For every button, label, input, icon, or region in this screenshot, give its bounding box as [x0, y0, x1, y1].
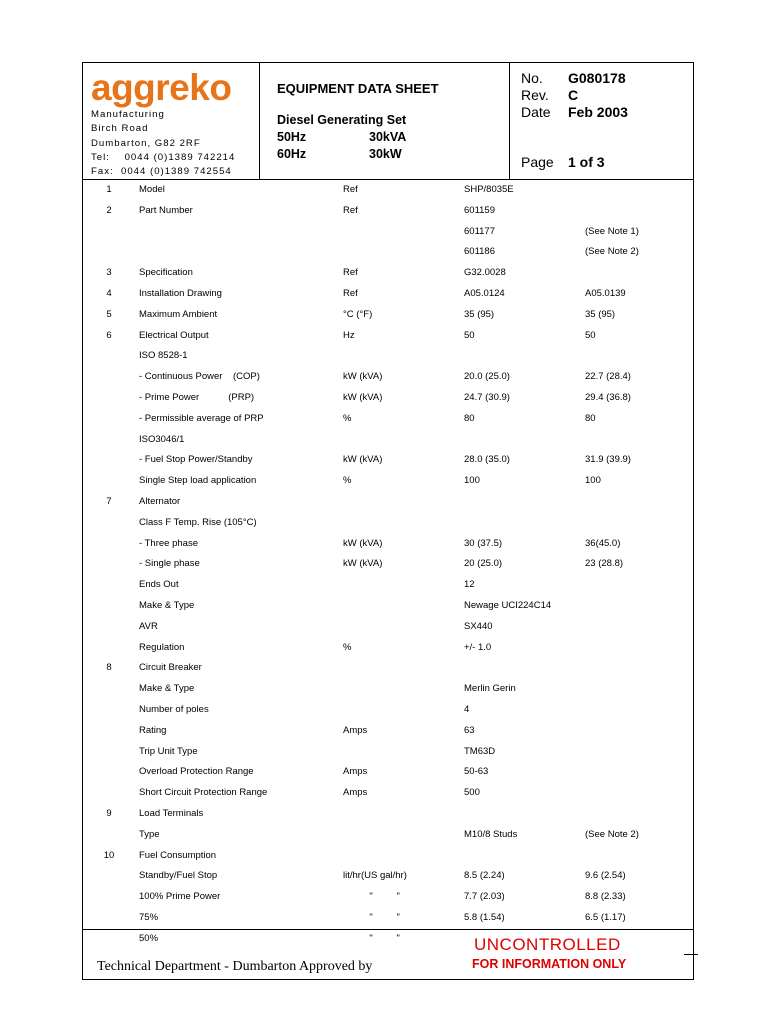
row-value-50hz: +/- 1.0 — [464, 641, 492, 653]
table-row — [83, 392, 693, 412]
table-row — [83, 309, 693, 329]
stamp-rule — [684, 954, 698, 955]
table-row — [83, 205, 693, 225]
table-row — [83, 683, 693, 703]
document-subtitle: Diesel Generating Set — [277, 113, 407, 127]
row-value-50hz: 8.5 (2.24) — [464, 870, 505, 882]
row-unit: % — [343, 412, 352, 424]
row-description: Make & Type — [139, 683, 195, 695]
row-number: 9 — [106, 808, 112, 819]
table-row — [83, 267, 693, 287]
row-value-60hz: 29.4 (36.8) — [585, 392, 631, 403]
row-description: 75% — [139, 912, 159, 923]
row-value-60hz: 31.9 (39.9) — [585, 454, 631, 466]
row-value-50hz: 601186 — [464, 246, 495, 258]
row-number: 5 — [106, 308, 112, 320]
row-value-50hz: Merlin Gerin — [464, 683, 516, 695]
row-number: 3 — [106, 267, 112, 279]
table-row — [83, 808, 693, 828]
row-description: Trip Unit Type — [139, 745, 198, 757]
row-description: - Continuous Power (COP) — [139, 371, 260, 383]
row-description: Rating — [139, 724, 167, 736]
approval-text: Technical Department - Dumbarton Approved by — [97, 959, 373, 974]
address-line: Manufacturing — [91, 109, 165, 120]
row-value-50hz: 12 — [464, 579, 475, 591]
date-label: Date — [521, 104, 551, 120]
page-label: Page — [521, 154, 554, 170]
row-description: 100% Prime Power — [139, 891, 221, 903]
table-row — [83, 496, 693, 516]
fax-line: Fax: 0044 (0)1389 742554 — [91, 166, 232, 178]
row-number: 6 — [106, 329, 112, 341]
row-number: 8 — [106, 662, 112, 674]
row-value-50hz: 28.0 (35.0) — [464, 454, 510, 466]
rating-frequency: 50Hz — [277, 130, 307, 144]
table-row — [83, 434, 693, 454]
row-value-50hz: 100 — [464, 475, 480, 487]
row-value-60hz: 9.6 (2.54) — [585, 870, 626, 882]
row-unit: " " — [343, 932, 400, 944]
row-description: - Single phase — [139, 558, 200, 570]
row-unit: Amps — [343, 724, 368, 736]
rating-power: 30kVA — [369, 130, 407, 144]
row-description: Short Circuit Protection Range — [139, 787, 268, 799]
row-description: Type — [139, 828, 160, 840]
row-value-50hz: 35 (95) — [464, 308, 495, 320]
row-value-50hz: A05.0124 — [464, 288, 505, 299]
row-description: Electrical Output — [139, 329, 209, 341]
row-description: Single Step load application — [139, 475, 257, 487]
row-description: Standby/Fuel Stop — [139, 870, 218, 882]
doc-number-label: No. — [521, 70, 543, 86]
row-unit: Amps — [343, 766, 368, 778]
row-number: 4 — [106, 288, 112, 299]
row-description: Model — [139, 184, 165, 195]
row-value-60hz: (See Note 1) — [585, 225, 639, 237]
row-unit: Hz — [343, 329, 355, 341]
row-value-50hz: Newage UCI224C14 — [464, 600, 552, 611]
table-row — [83, 226, 693, 246]
row-unit: Ref — [343, 288, 358, 299]
data-sheet — [82, 62, 694, 980]
row-value-50hz: 4 — [464, 704, 470, 715]
row-description: Load Terminals — [139, 808, 204, 819]
page-value: 1 of 3 — [568, 154, 605, 170]
row-description: Installation Drawing — [139, 288, 222, 299]
row-description: ISO 8528-1 — [139, 350, 188, 362]
header — [83, 63, 693, 180]
row-description: Regulation — [139, 641, 185, 653]
row-description: AVR — [139, 620, 158, 632]
revision-value: C — [568, 87, 579, 103]
table-row — [83, 746, 693, 766]
row-description: - Prime Power (PRP) — [139, 392, 255, 403]
table-row — [83, 288, 693, 308]
row-value-50hz: 500 — [464, 787, 480, 799]
row-value-50hz: 5.8 (1.54) — [464, 912, 505, 923]
row-value-50hz: M10/8 Studs — [464, 828, 518, 840]
table-row — [83, 184, 693, 204]
rating-power: 30kW — [369, 147, 402, 161]
table-row — [83, 891, 693, 911]
row-description: Ends Out — [139, 579, 179, 591]
row-value-60hz: 36(45.0) — [585, 537, 621, 549]
table-row — [83, 517, 693, 537]
row-unit: Amps — [343, 787, 368, 799]
table-row — [83, 870, 693, 890]
row-value-50hz: 601177 — [464, 225, 495, 237]
row-unit: kW (kVA) — [343, 558, 383, 570]
row-description: Number of poles — [139, 704, 209, 715]
row-unit: % — [343, 475, 352, 487]
row-value-50hz: SHP/8035E — [464, 184, 514, 195]
row-value-50hz: SX440 — [464, 620, 493, 632]
address-line: Birch Road — [91, 123, 149, 135]
row-value-50hz: 63 — [464, 724, 475, 736]
row-number: 2 — [106, 204, 112, 216]
row-unit: kW (kVA) — [343, 454, 383, 466]
row-value-50hz: 50-63 — [464, 766, 489, 778]
table-row — [83, 475, 693, 495]
table-row — [83, 413, 693, 433]
row-description: - Three phase — [139, 537, 198, 549]
row-unit: Ref — [343, 204, 358, 216]
company-logo: aggreko — [91, 67, 232, 108]
row-unit: kW (kVA) — [343, 371, 383, 383]
row-value-60hz: 80 — [585, 412, 596, 424]
row-value-60hz: 8.8 (2.33) — [585, 891, 626, 903]
table-row — [83, 558, 693, 578]
row-value-60hz: 50 — [585, 329, 596, 341]
row-description: Make & Type — [139, 600, 195, 611]
row-unit: % — [343, 641, 352, 653]
header-divider — [509, 63, 510, 179]
row-value-60hz: 35 (95) — [585, 308, 616, 320]
footer-divider — [83, 929, 693, 930]
table-row — [83, 642, 693, 662]
row-unit: Ref — [343, 184, 358, 195]
row-number: 1 — [106, 184, 112, 195]
row-value-50hz: TM63D — [464, 745, 496, 757]
document-title: EQUIPMENT DATA SHEET — [277, 81, 439, 96]
row-value-50hz: 50 — [464, 329, 475, 341]
table-row — [83, 538, 693, 558]
row-value-60hz: (See Note 2) — [585, 246, 639, 258]
table-row — [83, 662, 693, 682]
table-row — [83, 371, 693, 391]
uncontrolled-stamp: UNCONTROLLED — [474, 935, 621, 954]
row-value-50hz: 24.7 (30.9) — [464, 392, 510, 403]
row-description: 50% — [139, 932, 159, 944]
row-value-60hz: 6.5 (1.17) — [585, 912, 626, 923]
row-description: Specification — [139, 267, 193, 279]
table-row — [83, 766, 693, 786]
row-value-50hz: 20.0 (25.0) — [464, 371, 510, 383]
row-description: Alternator — [139, 496, 181, 507]
row-value-60hz: 23 (28.8) — [585, 558, 624, 570]
row-description: Class F Temp. Rise (105°C) — [139, 516, 257, 528]
row-value-50hz: G32.0028 — [464, 267, 506, 279]
table-row — [83, 725, 693, 745]
row-description: Fuel Consumption — [139, 849, 217, 861]
revision-label: Rev. — [521, 87, 549, 103]
row-unit: lit/hr(US gal/hr) — [343, 870, 407, 882]
row-unit: kW (kVA) — [343, 537, 383, 549]
row-value-50hz: 7.7 (2.03) — [464, 891, 505, 903]
row-description: Circuit Breaker — [139, 662, 202, 674]
row-value-60hz: A05.0139 — [585, 288, 626, 299]
table-row — [83, 454, 693, 474]
row-value-60hz: (See Note 2) — [585, 828, 639, 840]
row-description: - Fuel Stop Power/Standby — [139, 454, 253, 466]
row-unit: " " — [343, 891, 400, 903]
row-value-60hz: 22.7 (28.4) — [585, 371, 631, 383]
row-value-50hz: 20 (25.0) — [464, 558, 503, 570]
rating-frequency: 60Hz — [277, 147, 307, 161]
row-description: ISO3046/1 — [139, 433, 185, 445]
row-description: Part Number — [139, 204, 193, 216]
table-row — [83, 246, 693, 266]
row-description: Overload Protection Range — [139, 766, 254, 778]
table-row — [83, 330, 693, 350]
row-description: - Permissible average of PRP — [139, 412, 264, 424]
table-row — [83, 600, 693, 620]
row-unit: °C (°F) — [343, 308, 373, 320]
row-number: 7 — [106, 496, 112, 507]
table-row — [83, 850, 693, 870]
table-row — [83, 579, 693, 599]
row-unit: " " — [343, 912, 400, 923]
row-description: Maximum Ambient — [139, 308, 218, 320]
phone-line: Tel: 0044 (0)1389 742214 — [91, 151, 236, 163]
table-row — [83, 704, 693, 724]
row-unit: kW (kVA) — [343, 392, 383, 403]
table-row — [83, 621, 693, 641]
date-value: Feb 2003 — [568, 104, 628, 120]
row-number: 10 — [103, 849, 115, 861]
row-value-50hz: 30 (37.5) — [464, 537, 503, 549]
table-row — [83, 829, 693, 849]
doc-number-value: G080178 — [568, 70, 626, 86]
row-unit: Ref — [343, 267, 358, 279]
company-address — [91, 108, 235, 179]
address-line: Dumbarton, G82 2RF — [91, 137, 201, 149]
table-row — [83, 350, 693, 370]
row-value-60hz: 100 — [585, 475, 601, 487]
row-value-50hz: 601159 — [464, 204, 495, 216]
information-only-stamp: FOR INFORMATION ONLY — [472, 957, 627, 971]
table-row — [83, 787, 693, 807]
header-divider — [259, 63, 260, 179]
row-value-50hz: 80 — [464, 412, 475, 424]
